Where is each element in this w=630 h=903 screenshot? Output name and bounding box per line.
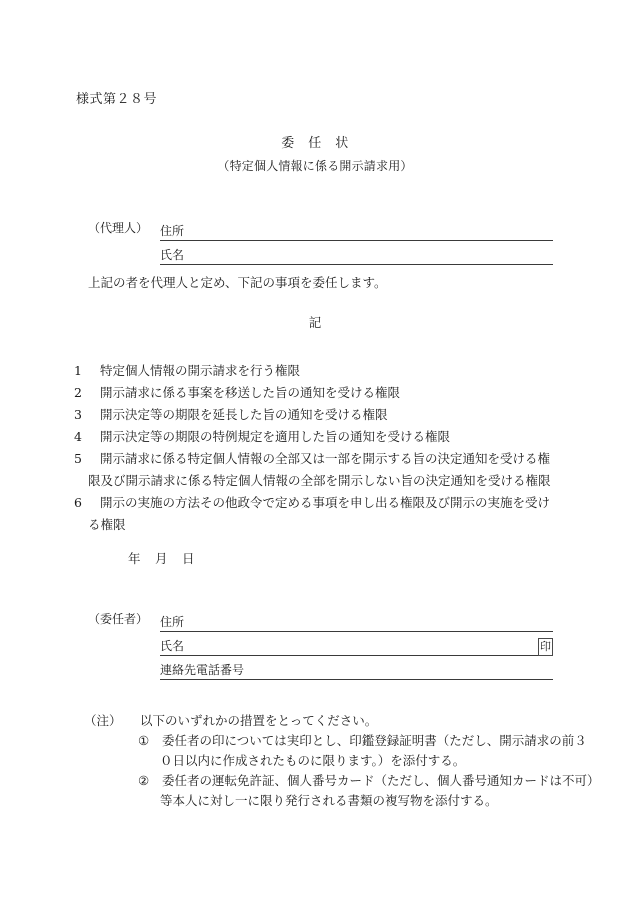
note-entry-row xyxy=(0,732,630,752)
list-item xyxy=(0,406,630,428)
delegator-section-label: （委任者） xyxy=(88,612,149,626)
note-entry-row xyxy=(0,772,630,792)
list-item-number: 4 xyxy=(74,429,82,444)
agent-name-row xyxy=(160,242,553,265)
list-item xyxy=(0,494,630,538)
note-text-1: 委任者の印については実印とし、印鑑登録証明書（ただし、開示請求の前３ xyxy=(162,733,587,748)
list-item-text-continued: る権限 xyxy=(88,517,126,532)
list-item-number: 2 xyxy=(74,385,82,400)
document-title: 委 任 状 xyxy=(281,136,349,151)
note-marker-1: ① xyxy=(138,733,150,748)
list-item xyxy=(0,450,630,494)
note-heading-row xyxy=(0,712,630,732)
note-text-2-continued: 等本人に対し一に限り発行される書類の複写物を添付する。 xyxy=(160,793,498,808)
list-item-text: 特定個人情報の開示請求を行う権限 xyxy=(100,363,301,378)
record-heading: 記 xyxy=(308,315,322,330)
list-item-text-continued: 限及び開示請求に係る特定個人情報の全部を開示しない旨の決定通知を受ける権限 xyxy=(88,473,551,488)
list-item xyxy=(0,384,630,406)
list-item-number: 3 xyxy=(74,407,82,422)
authority-item-list xyxy=(0,362,630,538)
notes-section xyxy=(0,712,630,812)
agent-name-label: 氏名 xyxy=(160,248,185,262)
delegator-phone-label: 連絡先電話番号 xyxy=(160,663,245,677)
list-item xyxy=(0,362,630,384)
delegator-address-label: 住所 xyxy=(160,615,185,629)
document-subtitle: （特定個人情報に係る開示請求用） xyxy=(217,159,413,173)
note-marker-2: ② xyxy=(138,773,150,788)
list-item-text: 開示の実施の方法その他政令で定める事項を申し出る権限及び開示の実施を受け xyxy=(100,495,551,510)
note-entry-row xyxy=(0,792,630,812)
notes-label: （注） xyxy=(84,713,122,728)
list-item-text: 開示請求に係る事案を移送した旨の通知を受ける権限 xyxy=(100,385,401,400)
list-item-number: 1 xyxy=(74,363,82,378)
delegator-phone-row xyxy=(160,657,553,680)
note-entry-row xyxy=(0,752,630,772)
delegation-statement: 上記の者を代理人と定め、下記の事項を委任します。 xyxy=(88,275,387,290)
list-item xyxy=(0,428,630,450)
seal-stamp-box: 印 xyxy=(538,638,553,656)
date-line: 年 月 日 xyxy=(128,551,196,566)
agent-section xyxy=(0,218,630,274)
delegator-name-row xyxy=(160,633,553,656)
form-number: 様式第２８号 xyxy=(76,92,158,107)
delegator-section xyxy=(0,609,630,689)
notes-heading: 以下のいずれかの措置をとってください。 xyxy=(140,713,378,728)
agent-section-label: （代理人） xyxy=(88,221,149,235)
note-text-2: 委任者の運転免許証、個人番号カード（ただし、個人番号通知カードは不可） xyxy=(162,773,600,788)
agent-address-row xyxy=(160,218,553,241)
delegator-address-row xyxy=(160,609,553,632)
agent-address-label: 住所 xyxy=(160,224,185,238)
list-item-text: 開示請求に係る特定個人情報の全部又は一部を開示する旨の決定通知を受ける権 xyxy=(100,451,551,466)
delegator-name-label: 氏名 xyxy=(160,639,185,653)
list-item-text: 開示決定等の期限の特例規定を適用した旨の通知を受ける権限 xyxy=(100,429,451,444)
note-text-1-continued: ０日以内に作成されたものに限ります。）を添付する。 xyxy=(160,753,466,768)
list-item-text: 開示決定等の期限を延長した旨の通知を受ける権限 xyxy=(100,407,388,422)
list-item-number: 5 xyxy=(74,451,82,466)
list-item-number: 6 xyxy=(74,495,82,510)
